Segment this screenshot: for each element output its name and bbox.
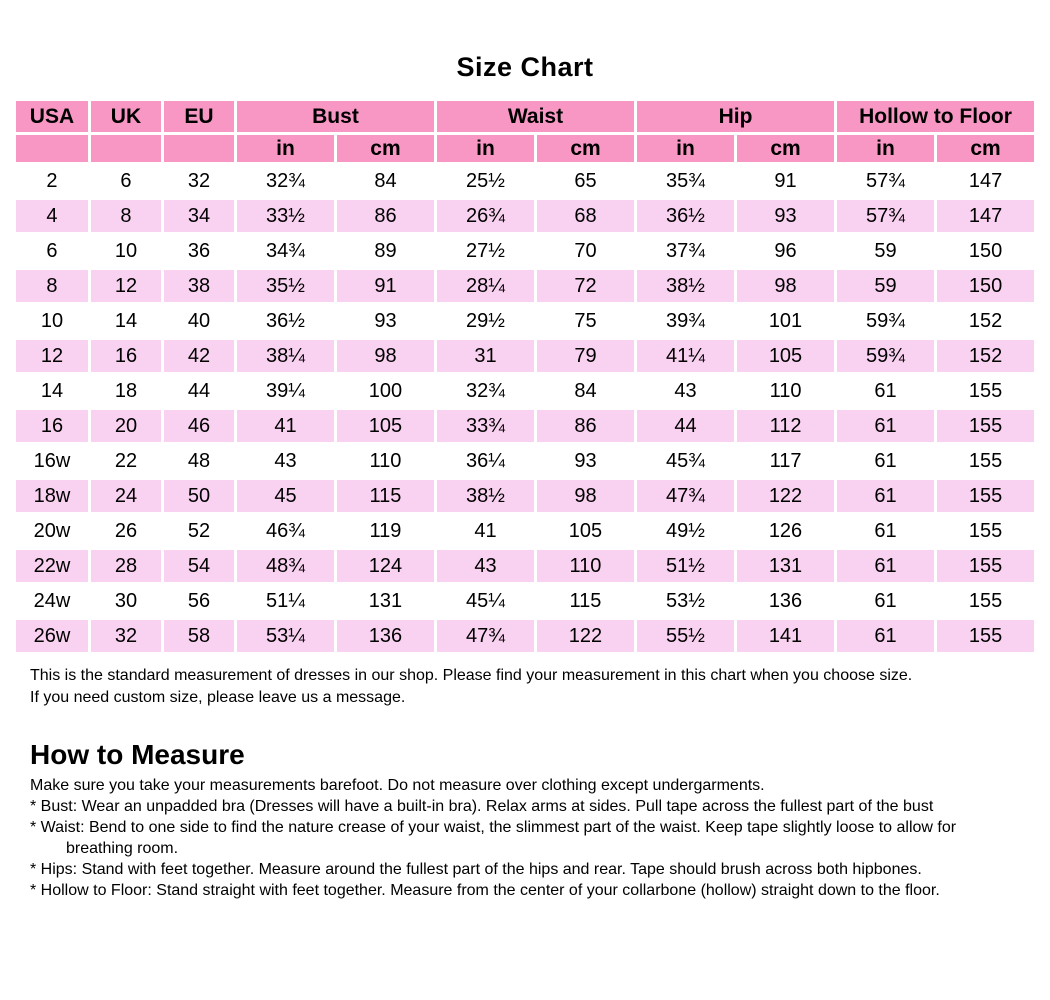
table-cell: 46¾ bbox=[237, 515, 334, 547]
column-header: UK bbox=[91, 101, 161, 132]
table-cell: 136 bbox=[737, 585, 834, 617]
table-cell: 52 bbox=[164, 515, 234, 547]
table-cell: 105 bbox=[737, 340, 834, 372]
table-cell: 155 bbox=[937, 480, 1034, 512]
table-row bbox=[16, 165, 1034, 197]
table-row bbox=[16, 375, 1034, 407]
table-cell: 96 bbox=[737, 235, 834, 267]
table-cell: 22w bbox=[16, 550, 88, 582]
table-cell: 110 bbox=[737, 375, 834, 407]
table-cell: 31 bbox=[437, 340, 534, 372]
unit-header bbox=[16, 135, 88, 162]
table-cell: 155 bbox=[937, 620, 1034, 652]
measure-instruction-line: * Waist: Bend to one side to find the nature crease of your waist, the slimmest part of the waist. Keep tape slightly loose to allow for bbox=[30, 819, 957, 836]
table-cell: 48 bbox=[164, 445, 234, 477]
table-cell: 18 bbox=[91, 375, 161, 407]
table-cell: 55½ bbox=[637, 620, 734, 652]
table-cell: 93 bbox=[537, 445, 634, 477]
notes-section bbox=[30, 665, 1020, 709]
table-cell: 136 bbox=[337, 620, 434, 652]
table-cell: 72 bbox=[537, 270, 634, 302]
unit-header: cm bbox=[537, 135, 634, 162]
table-cell: 53½ bbox=[637, 585, 734, 617]
table-cell: 155 bbox=[937, 550, 1034, 582]
table-cell: 38½ bbox=[437, 480, 534, 512]
table-cell: 43 bbox=[637, 375, 734, 407]
table-cell: 131 bbox=[337, 585, 434, 617]
unit-header: in bbox=[437, 135, 534, 162]
table-cell: 45 bbox=[237, 480, 334, 512]
table-cell: 56 bbox=[164, 585, 234, 617]
table-row bbox=[16, 410, 1034, 442]
table-cell: 16 bbox=[91, 340, 161, 372]
table-units-row bbox=[16, 135, 1034, 162]
table-cell: 91 bbox=[337, 270, 434, 302]
measure-instruction-line: breathing room. bbox=[66, 840, 179, 857]
table-cell: 38½ bbox=[637, 270, 734, 302]
table-cell: 61 bbox=[837, 585, 934, 617]
unit-header: cm bbox=[337, 135, 434, 162]
table-cell: 51¼ bbox=[237, 585, 334, 617]
table-cell: 44 bbox=[164, 375, 234, 407]
table-cell: 75 bbox=[537, 305, 634, 337]
table-cell: 112 bbox=[737, 410, 834, 442]
table-cell: 84 bbox=[337, 165, 434, 197]
table-cell: 115 bbox=[337, 480, 434, 512]
column-header: Bust bbox=[237, 101, 434, 132]
column-header: Hip bbox=[637, 101, 834, 132]
table-cell: 105 bbox=[537, 515, 634, 547]
table-cell: 89 bbox=[337, 235, 434, 267]
table-cell: 93 bbox=[337, 305, 434, 337]
table-row bbox=[16, 620, 1034, 652]
table-row bbox=[16, 235, 1034, 267]
table-cell: 46 bbox=[164, 410, 234, 442]
measure-instruction-line: * Hips: Stand with feet together. Measure around the fullest part of the hips and rear. Tape should brush across both hipbones. bbox=[30, 861, 922, 878]
table-cell: 59 bbox=[837, 270, 934, 302]
table-cell: 32¾ bbox=[437, 375, 534, 407]
table-cell: 84 bbox=[537, 375, 634, 407]
unit-header bbox=[91, 135, 161, 162]
table-cell: 126 bbox=[737, 515, 834, 547]
column-header: USA bbox=[16, 101, 88, 132]
measure-instruction-line: * Hollow to Floor: Stand straight with feet together. Measure from the center of your collarbone (hollow) straight down to the floor. bbox=[30, 882, 940, 899]
table-cell: 22 bbox=[91, 445, 161, 477]
table-cell: 39¼ bbox=[237, 375, 334, 407]
table-cell: 6 bbox=[16, 235, 88, 267]
table-cell: 42 bbox=[164, 340, 234, 372]
table-cell: 20w bbox=[16, 515, 88, 547]
table-cell: 98 bbox=[537, 480, 634, 512]
table-cell: 122 bbox=[737, 480, 834, 512]
table-cell: 86 bbox=[337, 200, 434, 232]
table-cell: 54 bbox=[164, 550, 234, 582]
table-cell: 98 bbox=[737, 270, 834, 302]
table-row bbox=[16, 585, 1034, 617]
table-cell: 59¾ bbox=[837, 340, 934, 372]
table-cell: 58 bbox=[164, 620, 234, 652]
table-cell: 37¾ bbox=[637, 235, 734, 267]
table-cell: 47¾ bbox=[437, 620, 534, 652]
table-cell: 61 bbox=[837, 375, 934, 407]
table-cell: 6 bbox=[91, 165, 161, 197]
table-row bbox=[16, 305, 1034, 337]
table-cell: 25½ bbox=[437, 165, 534, 197]
table-cell: 147 bbox=[937, 165, 1034, 197]
table-cell: 152 bbox=[937, 340, 1034, 372]
table-cell: 35¾ bbox=[637, 165, 734, 197]
table-cell: 115 bbox=[537, 585, 634, 617]
table-cell: 98 bbox=[337, 340, 434, 372]
table-cell: 10 bbox=[16, 305, 88, 337]
unit-header: cm bbox=[737, 135, 834, 162]
table-cell: 124 bbox=[337, 550, 434, 582]
table-cell: 41 bbox=[237, 410, 334, 442]
table-cell: 152 bbox=[937, 305, 1034, 337]
table-cell: 68 bbox=[537, 200, 634, 232]
table-cell: 20 bbox=[91, 410, 161, 442]
table-cell: 26¾ bbox=[437, 200, 534, 232]
unit-header: in bbox=[837, 135, 934, 162]
size-chart-table bbox=[13, 98, 1037, 655]
table-cell: 8 bbox=[16, 270, 88, 302]
note-line: If you need custom size, please leave us a message. bbox=[30, 689, 406, 706]
table-row bbox=[16, 515, 1034, 547]
table-cell: 150 bbox=[937, 270, 1034, 302]
table-cell: 38 bbox=[164, 270, 234, 302]
table-cell: 65 bbox=[537, 165, 634, 197]
table-cell: 43 bbox=[437, 550, 534, 582]
table-cell: 117 bbox=[737, 445, 834, 477]
table-cell: 141 bbox=[737, 620, 834, 652]
table-cell: 147 bbox=[937, 200, 1034, 232]
note-line: This is the standard measurement of dresses in our shop. Please find your measurement in this chart when you choose size. bbox=[30, 667, 913, 684]
table-row bbox=[16, 340, 1034, 372]
table-cell: 50 bbox=[164, 480, 234, 512]
table-cell: 16w bbox=[16, 445, 88, 477]
table-cell: 24 bbox=[91, 480, 161, 512]
table-cell: 14 bbox=[16, 375, 88, 407]
table-cell: 101 bbox=[737, 305, 834, 337]
table-cell: 57¾ bbox=[837, 200, 934, 232]
table-cell: 16 bbox=[16, 410, 88, 442]
table-cell: 61 bbox=[837, 515, 934, 547]
table-cell: 110 bbox=[337, 445, 434, 477]
table-cell: 4 bbox=[16, 200, 88, 232]
table-cell: 28¼ bbox=[437, 270, 534, 302]
table-row bbox=[16, 550, 1034, 582]
table-cell: 86 bbox=[537, 410, 634, 442]
table-cell: 26 bbox=[91, 515, 161, 547]
table-cell: 150 bbox=[937, 235, 1034, 267]
table-cell: 27½ bbox=[437, 235, 534, 267]
table-cell: 32¾ bbox=[237, 165, 334, 197]
table-cell: 79 bbox=[537, 340, 634, 372]
unit-header bbox=[164, 135, 234, 162]
table-cell: 155 bbox=[937, 585, 1034, 617]
table-cell: 48¾ bbox=[237, 550, 334, 582]
table-cell: 51½ bbox=[637, 550, 734, 582]
table-cell: 36 bbox=[164, 235, 234, 267]
table-cell: 59 bbox=[837, 235, 934, 267]
table-cell: 35½ bbox=[237, 270, 334, 302]
table-cell: 36¼ bbox=[437, 445, 534, 477]
table-cell: 34¾ bbox=[237, 235, 334, 267]
table-cell: 24w bbox=[16, 585, 88, 617]
table-cell: 32 bbox=[91, 620, 161, 652]
measure-instruction-line: * Bust: Wear an unpadded bra (Dresses will have a built-in bra). Relax arms at sides. Pull tape across the fullest part of the bust bbox=[30, 798, 934, 815]
unit-header: in bbox=[637, 135, 734, 162]
table-cell: 61 bbox=[837, 445, 934, 477]
measure-instruction-line: Make sure you take your measurements barefoot. Do not measure over clothing except undergarments. bbox=[30, 777, 765, 794]
table-cell: 45¾ bbox=[637, 445, 734, 477]
table-cell: 18w bbox=[16, 480, 88, 512]
table-cell: 40 bbox=[164, 305, 234, 337]
table-cell: 61 bbox=[837, 480, 934, 512]
table-row bbox=[16, 270, 1034, 302]
table-cell: 28 bbox=[91, 550, 161, 582]
table-cell: 14 bbox=[91, 305, 161, 337]
page-title: Size Chart bbox=[456, 52, 594, 82]
unit-header: cm bbox=[937, 135, 1034, 162]
table-row bbox=[16, 445, 1034, 477]
table-cell: 61 bbox=[837, 410, 934, 442]
table-cell: 45¼ bbox=[437, 585, 534, 617]
table-cell: 30 bbox=[91, 585, 161, 617]
table-cell: 57¾ bbox=[837, 165, 934, 197]
table-cell: 10 bbox=[91, 235, 161, 267]
table-cell: 61 bbox=[837, 550, 934, 582]
table-cell: 131 bbox=[737, 550, 834, 582]
table-cell: 12 bbox=[16, 340, 88, 372]
column-header: Waist bbox=[437, 101, 634, 132]
table-cell: 110 bbox=[537, 550, 634, 582]
unit-header: in bbox=[237, 135, 334, 162]
table-row bbox=[16, 480, 1034, 512]
table-header-row bbox=[16, 101, 1034, 132]
table-cell: 36½ bbox=[637, 200, 734, 232]
table-cell: 12 bbox=[91, 270, 161, 302]
table-cell: 155 bbox=[937, 410, 1034, 442]
table-cell: 155 bbox=[937, 515, 1034, 547]
table-cell: 61 bbox=[837, 620, 934, 652]
how-to-measure-section bbox=[30, 775, 1020, 901]
table-cell: 2 bbox=[16, 165, 88, 197]
table-cell: 70 bbox=[537, 235, 634, 267]
column-header: EU bbox=[164, 101, 234, 132]
table-cell: 41 bbox=[437, 515, 534, 547]
table-cell: 8 bbox=[91, 200, 161, 232]
table-cell: 39¾ bbox=[637, 305, 734, 337]
table-cell: 105 bbox=[337, 410, 434, 442]
table-cell: 155 bbox=[937, 445, 1034, 477]
table-cell: 44 bbox=[637, 410, 734, 442]
table-cell: 32 bbox=[164, 165, 234, 197]
table-cell: 43 bbox=[237, 445, 334, 477]
table-cell: 47¾ bbox=[637, 480, 734, 512]
table-cell: 53¼ bbox=[237, 620, 334, 652]
table-cell: 91 bbox=[737, 165, 834, 197]
table-row bbox=[16, 200, 1034, 232]
table-cell: 122 bbox=[537, 620, 634, 652]
table-cell: 34 bbox=[164, 200, 234, 232]
table-cell: 36½ bbox=[237, 305, 334, 337]
table-cell: 41¼ bbox=[637, 340, 734, 372]
table-cell: 38¼ bbox=[237, 340, 334, 372]
how-to-measure-heading: How to Measure bbox=[30, 739, 245, 770]
table-cell: 119 bbox=[337, 515, 434, 547]
table-cell: 100 bbox=[337, 375, 434, 407]
table-cell: 93 bbox=[737, 200, 834, 232]
table-cell: 155 bbox=[937, 375, 1034, 407]
table-cell: 33½ bbox=[237, 200, 334, 232]
table-cell: 29½ bbox=[437, 305, 534, 337]
column-header: Hollow to Floor bbox=[837, 101, 1034, 132]
table-cell: 49½ bbox=[637, 515, 734, 547]
table-cell: 26w bbox=[16, 620, 88, 652]
table-cell: 33¾ bbox=[437, 410, 534, 442]
table-cell: 59¾ bbox=[837, 305, 934, 337]
